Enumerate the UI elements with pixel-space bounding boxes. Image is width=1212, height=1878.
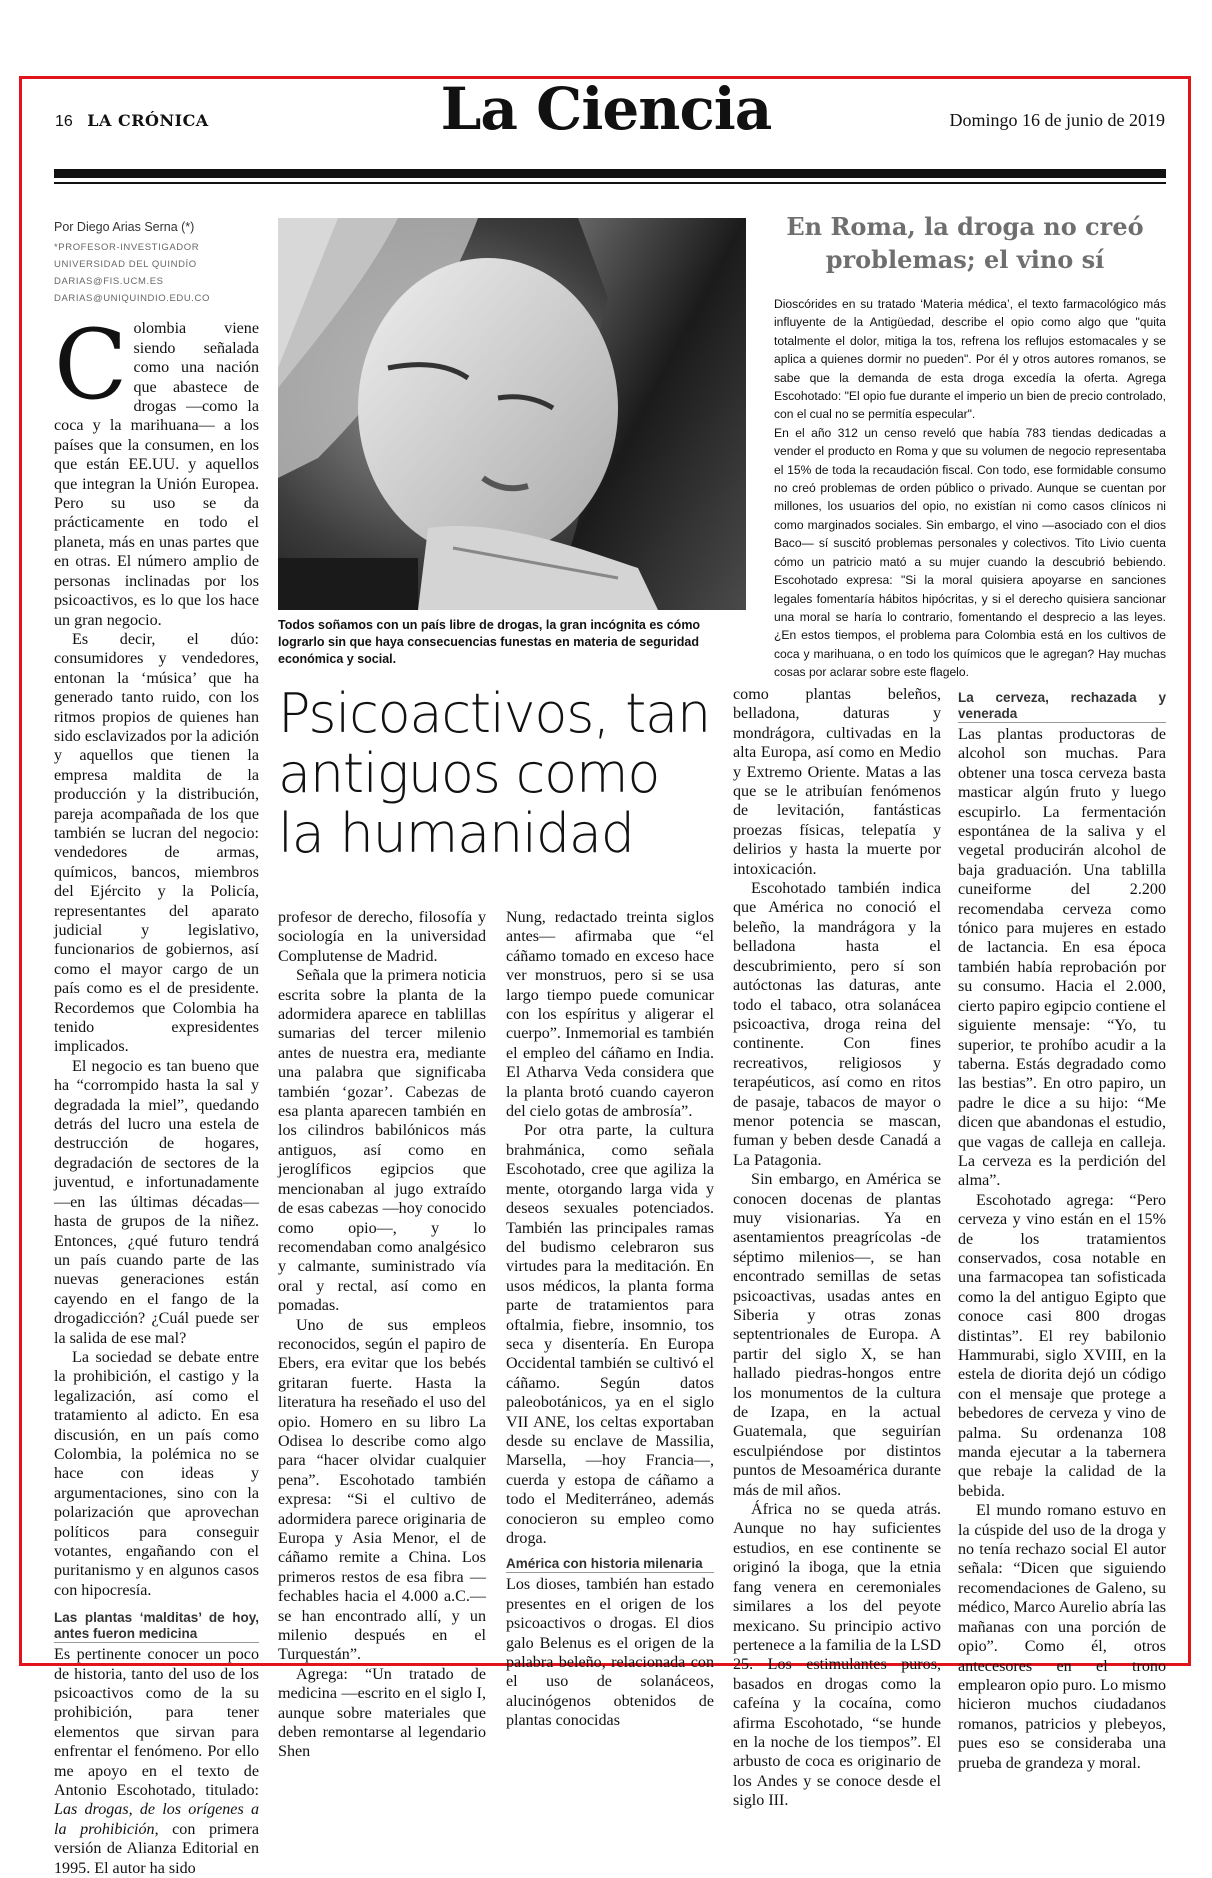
column-1 <box>54 218 259 1878</box>
header-rule-thick <box>54 169 1166 178</box>
col5-p1: Las plantas productoras de alcohol son muchas. Para obtener una tosca cerveza basta masticar algún fruto y luego escupirlo. La fermentación espontánea de la saliva y el vegetal producirán alcohol de baja graduación. Una tablilla cuneiforme del 2.200 recomendaba cerveza como tónico para mujeres en estado de lactancia. En esa época también había reprobación por su consumo. Hacia el 2.000, cierto papiro egipcio contiene el siguiente mensaje: “Yo, tu superior, te prohíbo acudir a la taberna. Estás degradado como las bestias”. En otro papiro, un padre le dice a su hijo: “Me dicen que abandonas el estudio, que vagas de calleja en calleja. La cerveza es la perdición del alma”. <box>958 726 1166 1190</box>
photo-caption: Todos soñamos con un país libre de drogas, la gran incógnita es cómo lograrlo sin que haya consecuencias funestas en materia de seguridad económica y social. <box>278 618 701 666</box>
col3-p2: Por otra parte, la cultura brahmánica, como señala Escohotado, cree que agiliza la mente, otorgando larga vida y deseos sexuales potenciados. También las principales ramas del budismo celebraron sus virtudes para la meditación. En usos médicos, la planta forma parte de tratamientos para oftalmia, fiebre, insomnio, tos seca y disentería. En Europa Occidental también se cultivó el cáñamo. Según datos paleobotánicos, ya en el siglo VII ANE, los celtas exportaban desde su enclave de Massilia, Marsella, —hoy Francia—, cuerda y estopa de cáñamo a todo el Mediterráneo, además conocieron su empleo como droga. <box>506 1122 714 1547</box>
book-title: Las drogas, de los orígenes a la prohibición <box>54 1801 259 1838</box>
col1-p1: olombia viene siendo señalada como una nación que abastece de drogas —como la coca y la marihuana— a los países que la consumen, en los que están EE.UU. y aquellos que integran la Unión Europea. Pero su uso se da prácticamente en todo el planeta, más en unas partes que en otras. El número amplio de personas inclinadas por los psicoactivos, es lo que los hace un gran negocio. <box>54 320 259 629</box>
col1-p5-a: Es pertinente conocer un poco de historia, tanto del uso de los psicoactivos como de la su prohibición, para tener elementos que sirvan para enfrentar el fenómeno. Por ello me apoyo en el texto de Antonio Escohotado, titulado: <box>54 1646 259 1800</box>
col4-p3: Sin embargo, en América se conocen docenas de plantas muy visionarias. Ya en asentamientos preagrícolas -de séptimo milenios—, se han encontrado semillas de setas psicoactivas, usadas antes en Siberia y otras zonas septentrionales de Europa. A partir del siglo X, se han hallado piedras-hongos entre los monumentos de la cultura de Izapa, en la actual Guatemala, que seguirían esculpiéndose por distintos puntos de Mesoamérica durante más de mil años. <box>733 1171 941 1499</box>
issue-date: Domingo 16 de junio de 2019 <box>949 110 1165 130</box>
col1-p5-b: , con primera versión de Alianza Editorial en 1995. El autor ha sido <box>54 1820 259 1877</box>
col5-p3: El mundo romano estuvo en la cúspide del uso de la droga y no tenía rechazo social El autor señala: “Dicen que siguiendo recomendaciones de Galeno, su médico, Marco Aurelio abría las mañanas con una porción de opio”. Como él, otros antecesores en el trono emplearon opio puro. Lo mismo hicieron muchos ciudadanos romanos, patricios y plebeyos, pues eso se consideraba una prueba de grandeza y moral. <box>958 1502 1166 1772</box>
col4-p2: Escohotado también indica que América no conoció el beleño, la mandrágora y la belladona hasta el descubrimiento, pero sí son autóctonas las daturas, ante todo el tabaco, otra solanácea psicoactiva, droga reina del continente. Con fines recreativos, religiosos y terapéuticos, así como en ritos de pasaje, tabacos de mayor o menor potencia se mascan, fuman y beben desde Canadá a La Patagonia. <box>733 880 941 1169</box>
col1-p3: El negocio es tan bueno que ha “corrompido hasta la sal y degradada la miel”, quedando detrás del lucro una estela de destrucción de hogares, degradación de sectores de la juventud, e infortunadamente —en las últimas décadas— hasta de grupos de la niñez. Entonces, ¿qué futuro tendrá un país cuando parte de las nuevas generaciones están cayendo en el fango de la drogadicción? ¿Cuál puede ser la salida de ese mal? <box>54 1057 259 1347</box>
author-email-1: DARIAS@FIS.UCM.ES <box>54 276 164 288</box>
article-photo <box>278 218 746 610</box>
sidebar-p1: Dioscórides en su tratado ‘Materia médica’, el texto farmacológico más influyente de la Antigüedad, describe el opio como algo que "quita totalmente el dolor, mitiga la tos, refrena los reflujos estomacales y se aplica a quienes dormir no pueden". Por él y otros autores romanos, se sabe que la demanda de esta droga excedía la oferta. Agrega Escohotado: "El opio fue durante el imperio un bien de precio controlado, con el cual no se permitía especular". <box>774 297 1166 422</box>
author-title: *PROFESOR-INVESTIGADOR UNIVERSIDAD DEL QUINDÍO <box>54 242 200 271</box>
col3-p1: Nung, redactado treinta siglos antes— afirmaba que “el cáñamo tomado en exceso hace ver monstruos, pero si se usa largo tiempo puede comunicar con los espíritus y aligerar el cuerpo”. Inmemorial es también el empleo del cáñamo en India. El Atharva Veda considera que la planta brotó cuando cayeron del cielo gotas de ambrosía”. <box>506 909 714 1121</box>
subhead-plantas: Las plantas ‘malditas’ de hoy, antes fueron medicina <box>54 1610 259 1642</box>
col2-p4: Agrega: “Un tratado de medicina —escrito en el siglo I, aunque sobre materiales que deben remontarse al legendario Shen <box>278 1665 486 1761</box>
headline: Psicoactivos, tan antiguos como la humanidad <box>278 682 710 865</box>
publication-name: LA CRÓNICA <box>87 111 209 130</box>
lead-paragraph <box>54 309 259 630</box>
sidebar-p2: En el año 312 un censo reveló que había 783 tiendas dedicadas a vender el producto en Roma y que su volumen de negocio representaba el 15% de toda la recaudación fiscal. Con todo, ese formidable consumo no creó problemas de orden público o privado. Aunque se cuentan por millones, los usuarios del opio, no existían ni como casos clínicos ni como marginados sociales. Sin embargo, el vino —asociado con el dios Baco— sí suscitó problemas personales y colectivos. Tito Livio cuenta cómo un patricio mató a su mujer cuando la descubrió bebiendo. Escohotado expresa: "Si la moral quisiera apoyarse en sanciones legales fomentaría hábitos hipócritas, y si el derecho quisiera sancionar una moral se haría lo contrario, fomentando el desprecio a las leyes. ¿En estos tiempos, el problema para Colombia está en los cultivos de coca y marihuana, o en todo los químicos que le agregan? Hay muchas cosas por aclarar sobre este flagelo. <box>774 425 1166 680</box>
col4-p4: África no se queda atrás. Aunque no hay suficientes estudios, en ese continente se originó la iboga, que la etnia fang venera en ceremoniales similares a los del peyote mexicano. Su principio activo pertenece a la familia de la LSD 25. Los estimulantes puros, basados en drogas como la cafeína y la cocaína, como afirma Escohotado, “se hunde en la noche de los tiempos”. El arbusto de coca es originario de los Andes y se conoce desde el siglo III. <box>733 1501 941 1810</box>
column-3 <box>506 908 714 1731</box>
col3-p3: Los dioses, también han estado presentes en el origen de los psicoactivos o drogas. El dios galo Belenus es el origen de la palabra beleño, relacionada con el uso de solanáceos, alucinógenos obtenidos de plantas conocidas <box>506 1576 714 1730</box>
col2-p2: Señala que la primera noticia escrita sobre la planta de la adormidera aparece en tablillas sumarias del tercer milenio antes de nuestra era, mediante una palabra que significaba también ‘gozar’. Cabezas de esa planta aparecen también en los cilindros babilónicos más antiguos, así como en jeroglíficos egipcios que mencionaban al jugo extraído de esas cabezas —hoy conocido como opio—, y lo recomendaban como analgésico y calmante, suministrado vía oral y rectal, así como en pomadas. <box>278 967 486 1315</box>
header-rule-thin <box>54 182 1166 184</box>
woman-sleeping-photo-icon <box>278 218 746 610</box>
subhead-cerveza: La cerveza, rechazada y venerada <box>958 690 1166 721</box>
drop-cap: C <box>54 309 128 422</box>
col1-p2: Es decir, el dúo: consumidores y vendedores, entonan la ‘música’ que ha generado tanto ruido, con los ritmos propios de quienes han sido esclavizados por la adición y aquellos que tienen la empresa maldita de la producción y la distribución, pareja acompañada de los que también se lucran del negocio: vendedores de armas, químicos, bancos, miembros del Ejército y la Policía, representantes del aparato judicial y legislativo, funcionarios de gobiernos, así como el mayor cargo de un país como es el de presidente. Recordemos que Colombia ha tenido expresidentes implicados. <box>54 630 259 1056</box>
sidebar-title: En Roma, la droga no creó problemas; el vino sí <box>786 212 1144 274</box>
section-title: La Ciencia <box>440 75 772 143</box>
col5-p2: Escohotado agrega: “Pero cerveza y vino están en el 15% de los tratamientos conservados, cosa notable en una farmacopea tan sofisticada como la del antiguo Egipto que conoce casi 800 drogas distintas”. El rey babilonio Hammurabi, siglo XVIII, en la estela de diorita dejó un código con el mensaje que protege a bebedores de cerveza y vino de palma. Su ordenanza 108 manda ejecutar a la tabernera que rebaje la calidad de la bebida. <box>958 1191 1166 1500</box>
col2-p1: profesor de derecho, filosofía y sociología en la universidad Complutense de Madrid. <box>278 909 486 965</box>
page-number: 16 <box>55 113 73 130</box>
column-5 <box>958 690 1166 1773</box>
column-2 <box>278 908 486 1762</box>
col4-p1: como plantas beleños, belladona, daturas y mondrágora, cultivadas en la alta Europa, así como en Medio y Extremo Oriente. Matas a las que se le atribuían fenómenos de levitación, fantásticas proezas físicas, telepatía y delirios y hasta la muerte por intoxicación. <box>733 686 941 878</box>
subhead-america: América con historia milenaria <box>506 1556 714 1573</box>
col1-p5 <box>54 1645 259 1878</box>
byline: Por Diego Arias Serna (*) <box>54 220 195 234</box>
col1-p4: La sociedad se debate entre la prohibición, el castigo y la legalización, así como el tratamiento al adicto. En esa discusión, en un país como Colombia, la polémica no se hace con ideas y argumentaciones, sino con la polarización que aprovechan políticos para conseguir votantes, engañando con el puritanismo y en algunos casos con hipocresía. <box>54 1348 259 1599</box>
author-email-2: DARIAS@UNIQUINDIO.EDU.CO <box>54 293 210 305</box>
column-4 <box>733 685 941 1811</box>
sidebar-body <box>774 295 1166 682</box>
col2-p3: Uno de sus empleos reconocidos, según el papiro de Ebers, era evitar que los bebés gritaran fuerte. Hasta la literatura ha reseñado el uso del opio. Homero en su libro La Odisea lo describe como algo para “hacer olvidar cualquier pena”. Escohotado también expresa: “Si el cultivo de adormidera parece originaria de Europa y Asia Menor, el de cáñamo remite a China. Los primeros restos de esa fibra —fechables hacia el 4.000 a.C.— se han encontrado allí, y un milenio después en el Turquestán”. <box>278 1316 486 1664</box>
